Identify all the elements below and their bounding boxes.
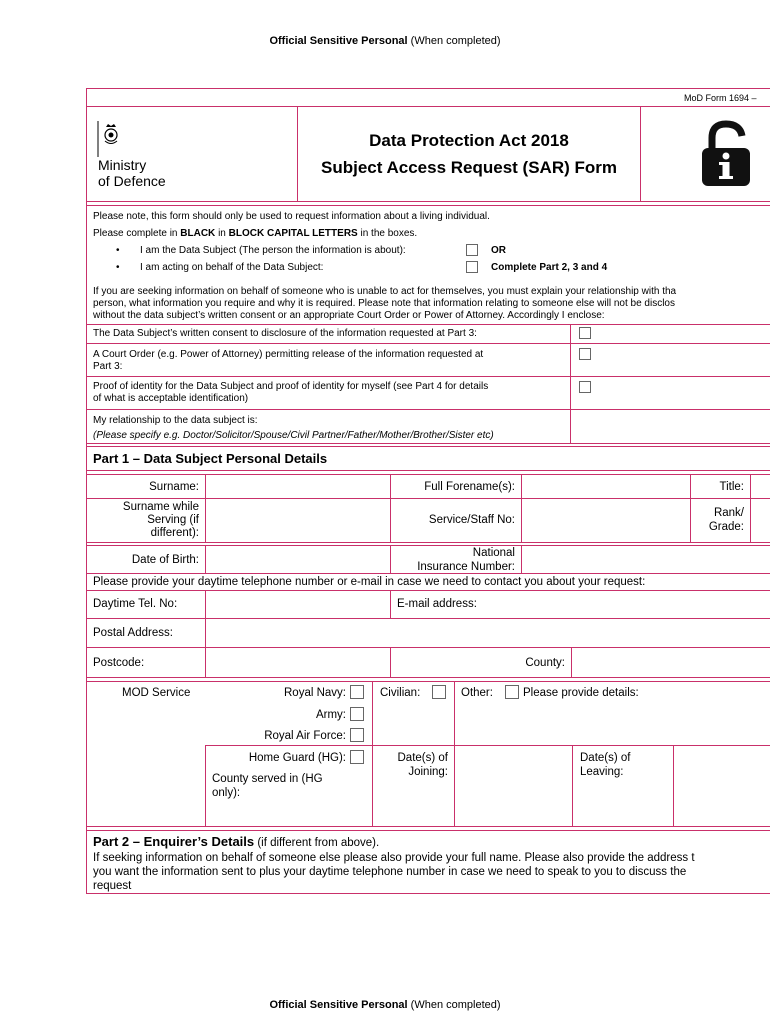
forenames-label: Full Forename(s): <box>424 481 515 493</box>
classification-header: Official Sensitive Personal (When completed) <box>269 35 501 47</box>
joining-label-1: Date(s) of <box>397 752 448 764</box>
county-hg-label-2: only): <box>212 787 241 799</box>
tel-label: Daytime Tel. No: <box>93 598 178 610</box>
surname-serving-label-3: different): <box>150 527 199 539</box>
royal-navy-label: Royal Navy: <box>284 687 346 699</box>
tel-input[interactable] <box>206 591 390 617</box>
form-subtitle: Subject Access Request (SAR) Form <box>321 158 617 177</box>
classification-footer: Official Sensitive Personal (When completed) <box>269 999 501 1011</box>
title-label: Title: <box>719 481 744 493</box>
surname-serving-input[interactable] <box>206 499 390 541</box>
surname-serving-label-1: Surname while <box>122 501 199 513</box>
option-on-behalf-label: I am acting on behalf of the Data Subject: <box>140 262 324 273</box>
army-checkbox[interactable] <box>350 707 364 721</box>
part2-text-line1: If seeking information on behalf of someone else please also provide your full name. Please also provide the address t <box>93 852 695 864</box>
leaving-label-1: Date(s) of <box>580 752 631 764</box>
email-input[interactable] <box>490 591 770 617</box>
mod-service-label: MOD Service <box>122 687 191 699</box>
logo-text-defence: of Defence <box>98 173 166 189</box>
consent-checkbox[interactable] <box>579 327 591 339</box>
intro-complete: Please complete in BLACK in BLOCK CAPITAL LETTERS in the boxes. <box>93 228 418 239</box>
civilian-label: Civilian: <box>380 687 421 699</box>
raf-checkbox[interactable] <box>350 728 364 742</box>
court-order-label-2: Part 3: <box>93 361 123 372</box>
intro-para-line1: If you are seeking information on behalf of someone who is unable to act for themselves, you must explain your relationship with tha <box>93 286 677 297</box>
email-label: E-mail address: <box>397 598 477 610</box>
ni-label-1: National <box>472 547 515 559</box>
proof-identity-checkbox[interactable] <box>579 381 591 393</box>
army-label: Army: <box>315 709 346 721</box>
part2-text-line3: request <box>93 880 132 892</box>
county-hg-label-1: County served in (HG <box>212 773 323 785</box>
home-guard-checkbox[interactable] <box>350 750 364 764</box>
surname-serving-label-2: Serving (if <box>147 514 199 526</box>
leaving-input[interactable] <box>674 746 770 825</box>
postcode-label: Postcode: <box>93 657 145 669</box>
title-input[interactable] <box>751 475 770 497</box>
ni-label-2: Insurance Number: <box>417 561 515 573</box>
rank-label-2: Grade: <box>708 521 744 533</box>
ni-input[interactable] <box>522 546 770 572</box>
option-data-subject-checkbox[interactable] <box>466 244 478 256</box>
surname-input[interactable] <box>206 475 390 497</box>
form-reference: MoD Form 1694 – <box>684 93 757 103</box>
joining-label-2: Joining: <box>408 766 448 778</box>
civilian-checkbox[interactable] <box>432 685 446 699</box>
other-details-label: Please provide details: <box>523 687 639 699</box>
other-label: Other: <box>461 687 493 699</box>
postal-input[interactable] <box>206 619 770 646</box>
or-label: OR <box>491 245 506 256</box>
service-no-label: Service/Staff No: <box>428 514 515 526</box>
rank-label-1: Rank/ <box>713 507 744 519</box>
info-padlock-icon <box>700 120 752 188</box>
part2-heading: Part 2 – Enquirer’s Details (if different from above). <box>93 834 380 849</box>
joining-input[interactable] <box>455 746 572 825</box>
proof-identity-label-2: of what is acceptable identification) <box>93 393 249 404</box>
proof-identity-label-1: Proof of identity for the Data Subject and proof of identity for myself (see Part 4 for details <box>93 381 489 392</box>
home-guard-label: Home Guard (HG): <box>248 752 346 764</box>
intro-note: Please note, this form should only be used to request information about a living individual. <box>93 211 490 222</box>
surname-label: Surname: <box>149 481 199 493</box>
postcode-input[interactable] <box>206 648 390 676</box>
forenames-input[interactable] <box>522 475 690 497</box>
part2-text-line2: you want the information sent to plus your daytime telephone number in case we need to speak to you to discuss the <box>93 866 687 878</box>
relationship-hint: (Please specify e.g. Doctor/Solicitor/Spouse/Civil Partner/Father/Mother/Brother/Sister etc) <box>93 430 494 441</box>
crest-logo <box>96 121 124 157</box>
dob-input[interactable] <box>206 546 390 572</box>
court-order-label-1: A Court Order (e.g. Power of Attorney) permitting release of the information requested at <box>93 349 484 360</box>
option-on-behalf-checkbox[interactable] <box>466 261 478 273</box>
leaving-label-2: Leaving: <box>580 766 624 778</box>
intro-para-line3: without the data subject’s written consent or an appropriate Court Order or Power of Attorney. Accordingly I enclose: <box>93 310 605 321</box>
contact-note: Please provide your daytime telephone number or e-mail in case we need to contact you about your request: <box>93 576 646 588</box>
other-checkbox[interactable] <box>505 685 519 699</box>
rank-input[interactable] <box>751 499 770 541</box>
logo-text-ministry: Ministry <box>98 157 147 173</box>
consent-label: The Data Subject’s written consent to disclosure of the information requested at Part 3: <box>93 328 477 339</box>
relationship-label: My relationship to the data subject is: <box>93 415 258 426</box>
relationship-input[interactable] <box>572 410 770 442</box>
raf-label: Royal Air Force: <box>264 730 346 742</box>
dob-label: Date of Birth: <box>131 554 199 566</box>
postal-label: Postal Address: <box>93 627 173 639</box>
service-no-input[interactable] <box>522 499 690 541</box>
part1-heading: Part 1 – Data Subject Personal Details <box>93 451 328 466</box>
option-data-subject-label: I am the Data Subject (The person the information is about): <box>140 245 406 256</box>
complete-parts-label: Complete Part 2, 3 and 4 <box>491 262 608 273</box>
court-order-checkbox[interactable] <box>579 348 591 360</box>
royal-navy-checkbox[interactable] <box>350 685 364 699</box>
county-label: County: <box>525 657 565 669</box>
intro-para-line2: person, what information you require and why it is required. Please note that information relating to someone else will not be disclos <box>93 298 675 309</box>
form-title: Data Protection Act 2018 <box>369 131 569 150</box>
county-input[interactable] <box>572 648 770 676</box>
